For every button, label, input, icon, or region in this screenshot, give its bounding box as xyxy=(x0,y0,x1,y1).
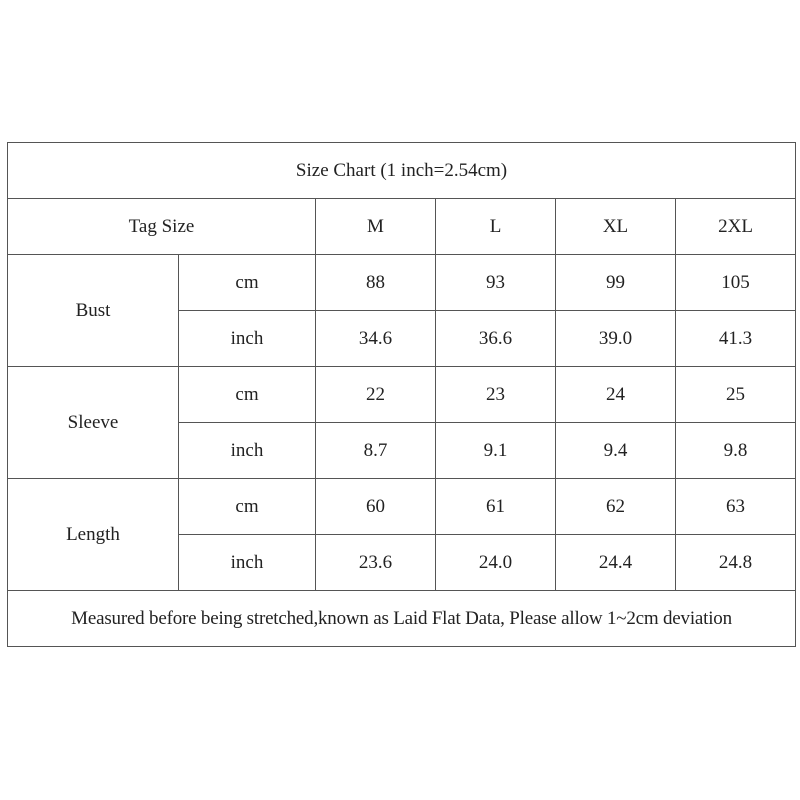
unit-label: cm xyxy=(179,255,316,311)
table-cell: 62 xyxy=(556,479,676,535)
unit-label: inch xyxy=(179,311,316,367)
table-cell: 39.0 xyxy=(556,311,676,367)
unit-label: cm xyxy=(179,367,316,423)
size-header-l: L xyxy=(436,199,556,255)
unit-label: inch xyxy=(179,535,316,591)
table-cell: 23.6 xyxy=(316,535,436,591)
table-cell: 24.4 xyxy=(556,535,676,591)
table-cell: 93 xyxy=(436,255,556,311)
table-cell: 34.6 xyxy=(316,311,436,367)
table-cell: 24 xyxy=(556,367,676,423)
table-cell: 88 xyxy=(316,255,436,311)
unit-label: inch xyxy=(179,423,316,479)
tag-size-header: Tag Size xyxy=(8,199,316,255)
table-cell: 36.6 xyxy=(436,311,556,367)
table-cell: 25 xyxy=(676,367,796,423)
table-cell: 9.8 xyxy=(676,423,796,479)
table-cell: 105 xyxy=(676,255,796,311)
chart-title: Size Chart (1 inch=2.54cm) xyxy=(8,143,796,199)
footnote: Measured before being stretched,known as Laid Flat Data, Please allow 1~2cm deviation xyxy=(8,591,796,647)
table-cell: 24.0 xyxy=(436,535,556,591)
table-cell: 63 xyxy=(676,479,796,535)
unit-label: cm xyxy=(179,479,316,535)
table-cell: 9.4 xyxy=(556,423,676,479)
size-chart-table xyxy=(7,142,796,647)
table-cell: 60 xyxy=(316,479,436,535)
measure-label-bust: Bust xyxy=(8,255,179,367)
size-header-2xl: 2XL xyxy=(676,199,796,255)
table-cell: 23 xyxy=(436,367,556,423)
measure-label-length: Length xyxy=(8,479,179,591)
measure-label-sleeve: Sleeve xyxy=(8,367,179,479)
table-cell: 41.3 xyxy=(676,311,796,367)
size-header-xl: XL xyxy=(556,199,676,255)
size-header-m: M xyxy=(316,199,436,255)
table-cell: 8.7 xyxy=(316,423,436,479)
table-cell: 24.8 xyxy=(676,535,796,591)
table-cell: 22 xyxy=(316,367,436,423)
table-cell: 9.1 xyxy=(436,423,556,479)
table-cell: 61 xyxy=(436,479,556,535)
table-cell: 99 xyxy=(556,255,676,311)
